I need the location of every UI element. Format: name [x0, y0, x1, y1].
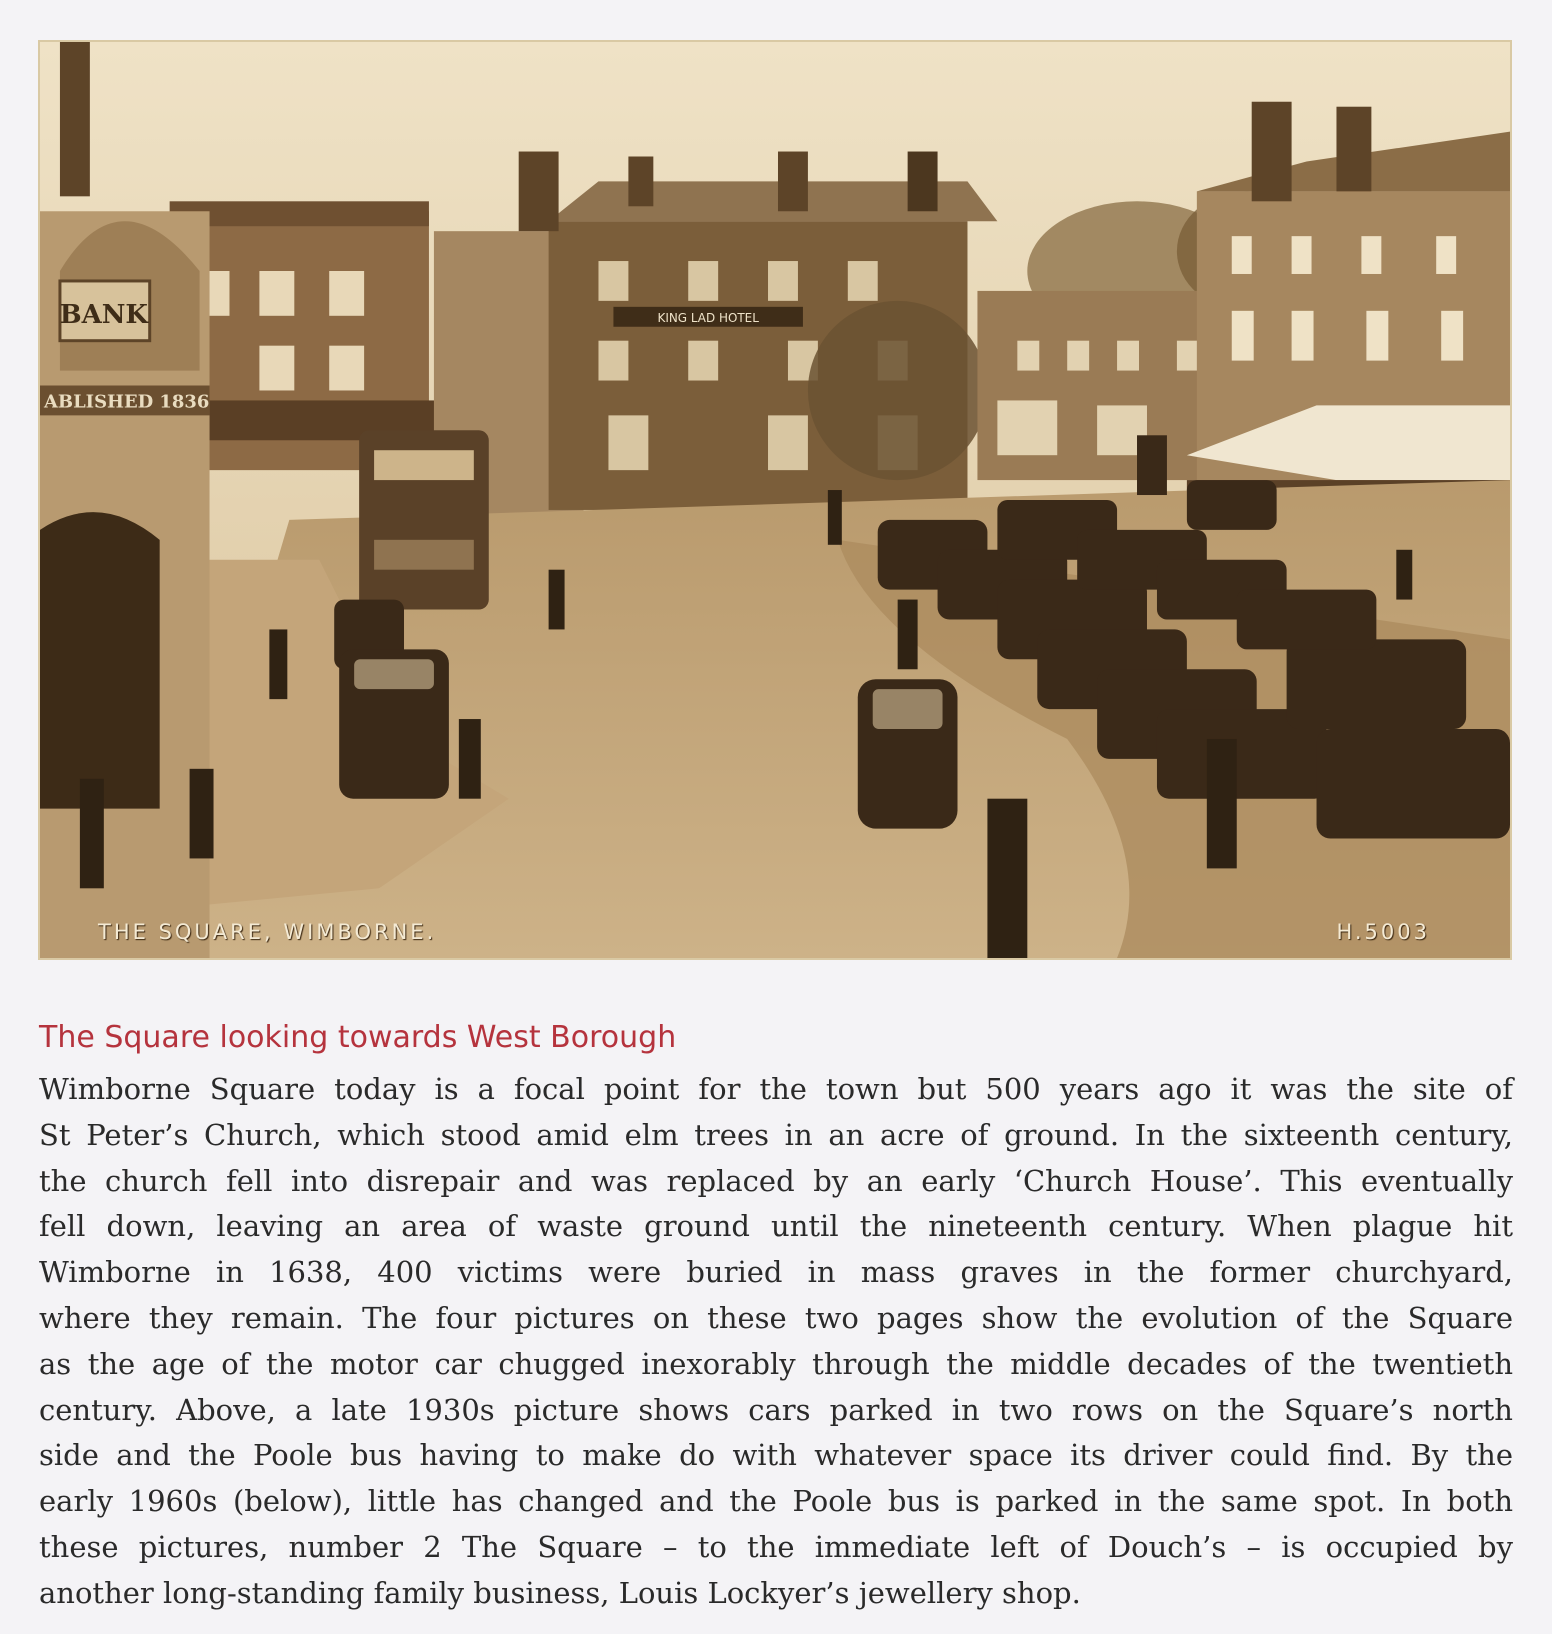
body-line: early 1960s (below), little has changed and the Poole bus is parked in the same spot. In both — [39, 1484, 1513, 1519]
body-line: century. Above, a late 1930s picture shows cars parked in two rows on the Square’s north — [39, 1392, 1513, 1427]
body-line: St Peter’s Church, which stood amid elm trees in an acre of ground. In the sixteenth century, — [39, 1117, 1513, 1152]
historic-photo — [38, 40, 1512, 960]
bank-sign: BANK — [59, 299, 148, 330]
body-line: side and the Poole bus having to make do with whatever space its driver could find. By the — [39, 1438, 1513, 1473]
article-body — [39, 1067, 1513, 1617]
body-line: where they remain. The four pictures on these two pages show the evolution of the Square — [39, 1300, 1513, 1335]
photo-caption-location: THE SQUARE, WIMBORNE. — [98, 920, 437, 944]
body-line: these pictures, number 2 The Square – to the immediate left of Douch’s – is occupied by — [39, 1529, 1513, 1564]
sepia-street-scene — [40, 42, 1510, 958]
established-sign: ABLISHED 1836 — [43, 391, 210, 413]
body-line: Wimborne in 1638, 400 victims were buried in mass graves in the former churchyard, — [39, 1255, 1513, 1290]
body-line: Wimborne Square today is a focal point for the town but 500 years ago it was the site of — [39, 1072, 1513, 1106]
body-line: as the age of the motor car chugged inexorably through the middle decades of the twentieth — [39, 1346, 1513, 1381]
photo-caption-number: H.5003 — [1336, 920, 1430, 944]
hotel-sign: KING LAD HOTEL — [657, 310, 759, 325]
body-line: another long-standing family business, Louis Lockyer’s jewellery shop. — [39, 1575, 1081, 1610]
section-title: The Square looking towards West Borough — [39, 1020, 677, 1055]
body-line: fell down, leaving an area of waste ground until the nineteenth century. When plague hit — [39, 1209, 1513, 1244]
body-line: the church fell into disrepair and was replaced by an early ‘Church House’. This eventually — [39, 1163, 1513, 1198]
